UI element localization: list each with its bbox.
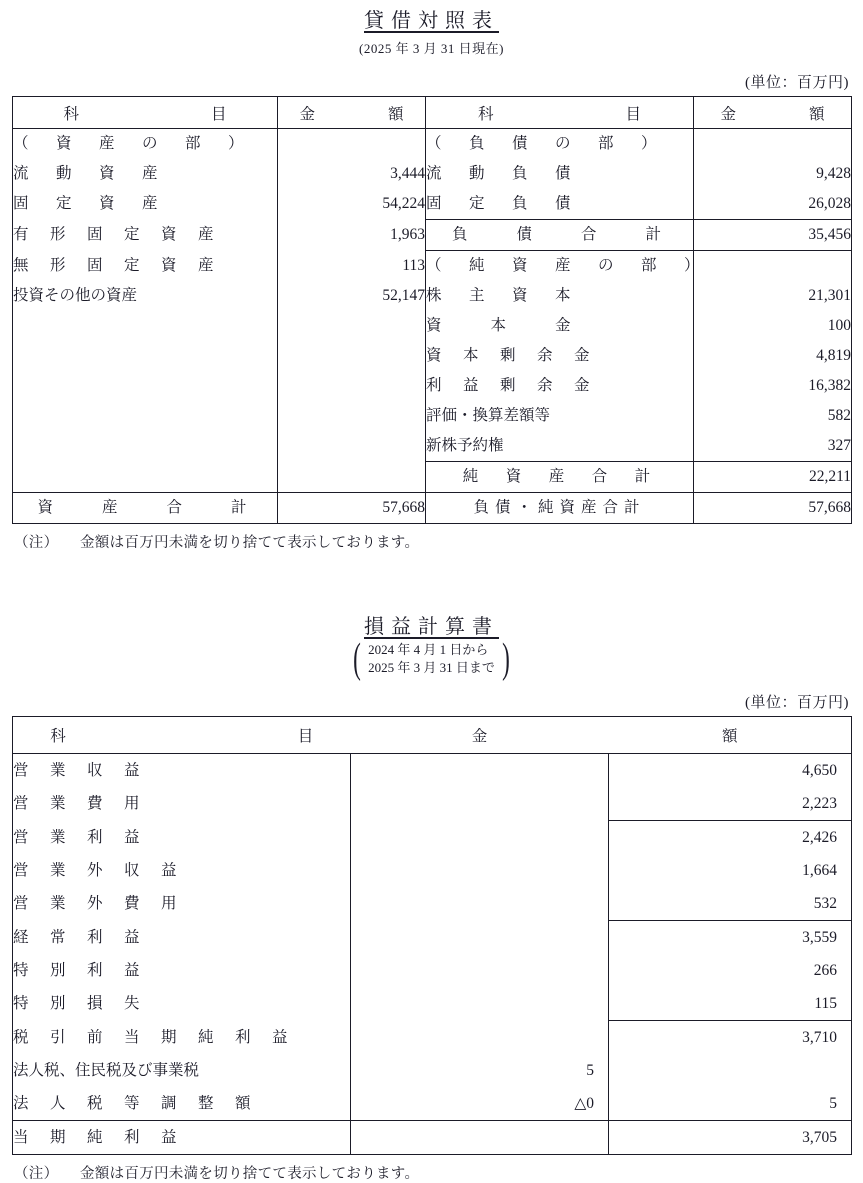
current-assets-label: 流 動 資 産 <box>13 165 164 182</box>
operating-expenses-label: 営 業 費 用 <box>13 795 143 813</box>
share-subscription-rights-label: 新株予約権 <box>426 431 694 462</box>
blank-cell <box>13 431 278 462</box>
table-row <box>13 787 852 821</box>
balance-sheet-section <box>12 0 851 552</box>
balance-sheet-note-text: 金額は百万円未満を切り捨てて表示しております。 <box>80 535 420 551</box>
income-before-taxes-amount: 3,710 <box>609 1021 852 1055</box>
retained-earnings-label: 利 益 剰 余 金 <box>426 371 694 401</box>
shareholders-equity-amount: 21,301 <box>694 281 852 311</box>
liabilities-total-label: 負 債 合 計 <box>426 220 694 251</box>
blank-cell <box>278 311 426 341</box>
tangible-fixed-assets-amount: 1,963 <box>278 220 426 251</box>
non-operating-income-label: 営 業 外 収 益 <box>13 862 180 879</box>
period-end: 2025 年 3 月 31 日まで <box>368 660 495 675</box>
extraordinary-loss-amount: 115 <box>609 987 852 1021</box>
income-statement-note-text: 金額は百万円未満を切り捨てて表示しております。 <box>80 1166 420 1182</box>
blank-cell <box>13 371 278 401</box>
income-statement-table <box>12 716 852 1155</box>
operating-income-label: 営 業 利 益 <box>13 828 143 846</box>
capital-stock-amount: 100 <box>694 311 852 341</box>
table-row <box>13 887 852 921</box>
table-row <box>13 159 852 189</box>
column-header-item-right: 科 目 <box>426 97 694 129</box>
intangible-fixed-assets-amount: 113 <box>278 251 426 282</box>
column-header-amount-right: 金 額 <box>694 97 852 129</box>
table-row <box>13 371 852 401</box>
net-income-amount: 3,705 <box>609 1121 852 1155</box>
income-before-taxes-mid <box>351 1021 609 1055</box>
fixed-assets-label: 固 定 資 産 <box>13 195 164 213</box>
balance-sheet-table <box>12 96 852 524</box>
liabilities-total-amount: 35,456 <box>694 220 852 251</box>
operating-revenue-label: 営 業 収 益 <box>13 762 143 779</box>
capital-stock-label: 資 本 金 <box>426 311 694 341</box>
liability-section-amount <box>694 129 852 160</box>
non-operating-income-amount: 1,664 <box>609 854 852 887</box>
table-row <box>13 220 852 251</box>
operating-income-amount: 2,426 <box>609 821 852 855</box>
table-row <box>13 401 852 431</box>
corporate-taxes-amount <box>609 1054 852 1087</box>
net-assets-total-amount: 22,211 <box>694 462 852 493</box>
balance-sheet-date: (2025 年 3 月 31 日現在) <box>359 41 504 56</box>
blank-cell <box>278 371 426 401</box>
balance-sheet-note-tag: （注） <box>14 535 59 551</box>
asset-section-amount <box>278 129 426 160</box>
net-income-label: 当 期 純 利 益 <box>13 1121 351 1155</box>
ordinary-income-mid <box>351 921 609 955</box>
current-liabilities-amount: 9,428 <box>694 159 852 189</box>
operating-revenue-mid <box>351 754 609 788</box>
bracket-open-icon: ( <box>353 636 361 682</box>
column-header-item-left: 科 目 <box>13 97 278 129</box>
liability-section-label: （ 負 債 の 部 ） <box>426 129 694 160</box>
balance-sheet-title: 貸借対照表 <box>364 10 499 32</box>
table-row <box>13 1121 852 1155</box>
table-row <box>13 854 852 887</box>
non-operating-expenses-label: 営 業 外 費 用 <box>13 895 180 913</box>
non-operating-expenses-mid <box>351 887 609 921</box>
ordinary-income-amount: 3,559 <box>609 921 852 955</box>
column-header-amount: 額 <box>609 717 852 754</box>
blank-cell <box>278 462 426 493</box>
extraordinary-loss-mid <box>351 987 609 1021</box>
corporate-taxes-label: 法人税、住民税及び事業税 <box>13 1062 200 1079</box>
extraordinary-loss-label: 特 別 損 失 <box>13 995 143 1013</box>
operating-expenses-mid <box>351 787 609 821</box>
table-row <box>13 1054 852 1087</box>
investments-other-assets-amount: 52,147 <box>278 281 426 311</box>
net-assets-section-label: （ 純 資 産 の 部 ） <box>426 251 694 282</box>
table-row <box>13 987 852 1021</box>
operating-income-mid <box>351 821 609 855</box>
extraordinary-income-label: 特 別 利 益 <box>13 962 143 979</box>
income-statement-note <box>12 1162 851 1183</box>
table-row <box>13 311 852 341</box>
table-row <box>13 921 852 955</box>
column-header-amount-mid: 金 <box>351 717 609 754</box>
share-subscription-rights-amount: 327 <box>694 431 852 462</box>
table-row <box>13 1087 852 1121</box>
table-row <box>13 462 852 493</box>
current-assets-amount: 3,444 <box>278 159 426 189</box>
table-row <box>13 754 852 788</box>
blank-cell <box>13 341 278 371</box>
operating-revenue-amount: 4,650 <box>609 754 852 788</box>
assets-total-label: 資 産 合 計 <box>13 493 278 524</box>
assets-total-amount: 57,668 <box>278 493 426 524</box>
valuation-difference-label: 評価・換算差額等 <box>426 401 694 431</box>
tangible-fixed-assets-label: 有 形 固 定 資 産 <box>13 226 217 243</box>
fixed-liabilities-label: 固 定 負 債 <box>426 189 694 220</box>
extraordinary-income-mid <box>351 954 609 987</box>
operating-expenses-amount: 2,223 <box>609 787 852 821</box>
table-header-row <box>13 97 852 129</box>
non-operating-expenses-amount: 532 <box>609 887 852 921</box>
net-assets-section-amount <box>694 251 852 282</box>
deferred-taxes-mid: △0 <box>351 1087 609 1121</box>
blank-cell <box>13 462 278 493</box>
retained-earnings-amount: 16,382 <box>694 371 852 401</box>
valuation-difference-amount: 582 <box>694 401 852 431</box>
table-header-row <box>13 717 852 754</box>
extraordinary-income-amount: 266 <box>609 954 852 987</box>
income-statement-section <box>12 606 851 1183</box>
table-row <box>13 493 852 524</box>
deferred-taxes-label: 法 人 税 等 調 整 額 <box>13 1095 254 1112</box>
blank-cell <box>278 431 426 462</box>
capital-surplus-amount: 4,819 <box>694 341 852 371</box>
liabilities-net-assets-total-amount: 57,668 <box>694 493 852 524</box>
fixed-liabilities-amount: 26,028 <box>694 189 852 220</box>
net-assets-total-label: 純 資 産 合 計 <box>426 462 694 493</box>
intangible-fixed-assets-label: 無 形 固 定 資 産 <box>13 256 217 274</box>
corporate-taxes-mid: 5 <box>351 1054 609 1087</box>
table-row <box>13 251 852 282</box>
table-row <box>13 1021 852 1055</box>
period-start: 2024 年 4 月 1 日から <box>368 642 489 657</box>
column-header-amount-left: 金 額 <box>278 97 426 129</box>
ordinary-income-label: 経 常 利 益 <box>13 928 143 946</box>
bracket-close-icon: ) <box>502 636 510 682</box>
income-statement-note-tag: （注） <box>14 1166 59 1182</box>
table-row <box>13 281 852 311</box>
column-header-item: 科 目 <box>13 717 351 754</box>
non-operating-income-mid <box>351 854 609 887</box>
capital-surplus-label: 資 本 剰 余 金 <box>426 341 694 371</box>
asset-section-label: （ 資 産 の 部 ） <box>13 135 250 152</box>
shareholders-equity-label: 株 主 資 本 <box>426 281 694 311</box>
liabilities-net-assets-total-label: 負債・純資産合計 <box>426 493 694 524</box>
balance-sheet-unit: (単位：百万円) <box>745 75 849 91</box>
table-row <box>13 821 852 855</box>
table-row <box>13 954 852 987</box>
investments-other-assets-label: 投資その他の資産 <box>13 287 138 304</box>
blank-cell <box>13 401 278 431</box>
net-income-mid <box>351 1121 609 1155</box>
deferred-taxes-amount: 5 <box>609 1087 852 1121</box>
table-row <box>13 189 852 220</box>
income-statement-title: 損益計算書 <box>364 616 499 638</box>
table-row <box>13 341 852 371</box>
blank-cell <box>13 311 278 341</box>
blank-cell <box>278 341 426 371</box>
table-row <box>13 129 852 160</box>
income-statement-period <box>12 636 851 682</box>
fixed-assets-amount: 54,224 <box>278 189 426 220</box>
blank-cell <box>278 401 426 431</box>
table-row <box>13 431 852 462</box>
income-before-taxes-label: 税 引 前 当 期 純 利 益 <box>13 1028 291 1046</box>
income-statement-unit: (単位：百万円) <box>745 695 849 711</box>
current-liabilities-label: 流 動 負 債 <box>426 159 694 189</box>
balance-sheet-note <box>12 531 851 552</box>
